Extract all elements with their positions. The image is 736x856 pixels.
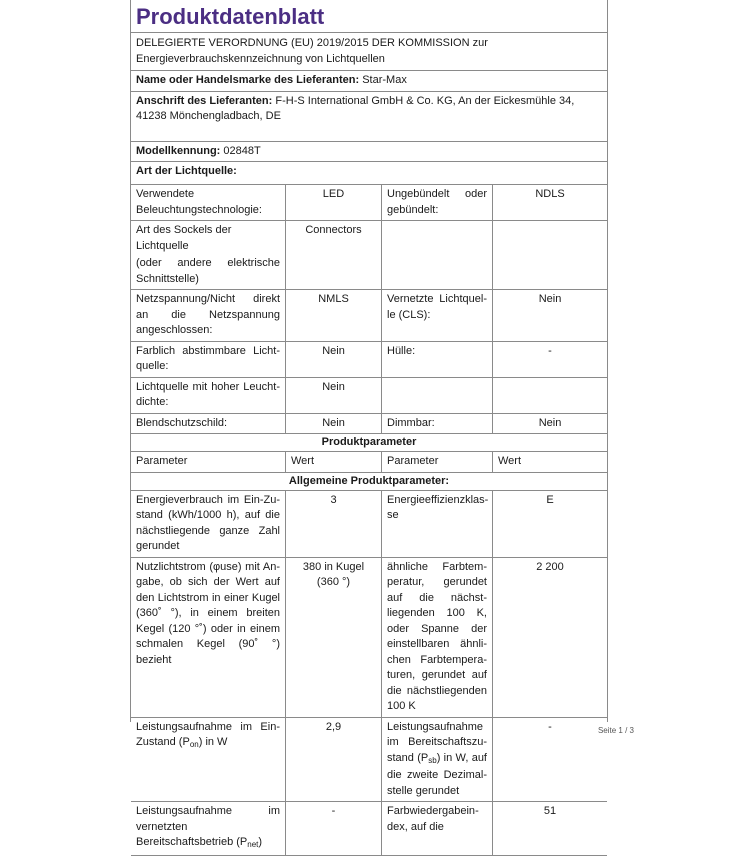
param-label: Netzspannung/Nicht direkt an die Netzspannung angeschlossen: (131, 290, 286, 341)
light-source-type-heading: Art der Lichtquelle: (131, 162, 607, 185)
general-parameters-heading: Allgemeine Produktparameter: (131, 473, 607, 491)
address-label: Anschrift des Lieferanten: (136, 94, 273, 107)
column-header-row (131, 452, 607, 473)
param-label (131, 802, 286, 855)
param-value: LED (286, 185, 382, 220)
page-title: Produktdatenblatt (136, 4, 325, 29)
column-header: Parameter (131, 452, 286, 472)
param-label (131, 718, 286, 802)
param-label: Lichtquelle mit hoher Leuchtdichte: (131, 378, 286, 413)
type-row (131, 342, 607, 378)
label-subscript: on (189, 740, 199, 749)
model-label: Modellkennung: (136, 144, 221, 157)
type-row (131, 378, 607, 414)
param-label: Nutzlichtstrom (φuse) mit Angabe, ob sich der Wert auf den Lichtstrom in einer Kugel (360˚ °), in einem breiten Kegel (120 °˚) oder in einem schmalen Kegel (90˚ °) bezieht (131, 558, 286, 717)
type-row (131, 185, 607, 221)
label-text: ) in W, auf die zweite Dezimalstelle gerundet (387, 751, 487, 797)
page-number: Seite 1 / 3 (597, 726, 634, 735)
model-row (131, 142, 607, 163)
type-row (131, 221, 607, 290)
param-label: Blendschutzschild: (131, 414, 286, 434)
address-value: F-H-S International GmbH & Co. KG, An der Eickesmühle 34, 41238 Mönchengladbach, DE (136, 94, 575, 122)
param-value: - (548, 720, 552, 733)
param-value (493, 221, 607, 289)
param-label: Energieeffizienzklasse (382, 491, 493, 557)
param-value: Nein (286, 342, 382, 377)
datasheet-table (130, 0, 608, 849)
supplier-value: Star-Max (362, 74, 407, 86)
param-label: Farbwiedergabeindex, auf die (382, 802, 493, 855)
param-value: Nein (538, 416, 562, 429)
label-text: ) (258, 836, 263, 848)
param-value: Nein (286, 378, 382, 413)
supplier-row (131, 71, 607, 92)
param-value: Nein (538, 293, 562, 305)
param-label: ähnliche Farbtemperatur, gerundet auf die nächstliegenden 100 K, oder Spanne der einstellbaren ähnlichen Farbtemperaturen, gerundet auf die nächstliegenden 100 K (382, 558, 493, 717)
label-text: ) in W (198, 736, 228, 748)
general-row (131, 802, 607, 856)
label-subscript: net (247, 840, 259, 849)
param-label: Hülle: (382, 342, 493, 377)
label-text: Leistungsaufnahme im Bereitschaftszustand (P (387, 720, 487, 764)
param-value: 380 in Kugel (360 °) (286, 558, 382, 717)
param-label-cell (131, 221, 286, 289)
param-value (493, 378, 607, 413)
param-value: 2 200 (536, 560, 564, 573)
param-label: Ungebündelt oder gebündelt: (382, 185, 493, 220)
supplier-label: Name oder Handelsmarke des Lieferanten: (136, 74, 360, 86)
type-row (131, 414, 607, 435)
param-value: - (286, 802, 382, 855)
param-value: Nein (286, 414, 382, 434)
address-row (131, 92, 607, 142)
param-label: Farblich abstimmbare Lichtquelle: (131, 342, 286, 377)
param-value: Connectors (286, 221, 382, 289)
param-label (382, 378, 493, 413)
general-row (131, 558, 607, 718)
label-text: Leistungsaufnahme im vernetzten Bereitschaftsbetrieb (P (136, 805, 280, 848)
column-header: Parameter (382, 452, 493, 472)
param-label (382, 221, 493, 289)
label-subscript: sb (428, 755, 437, 765)
model-value: 02848T (223, 144, 261, 157)
param-label: Dimmbar: (382, 414, 493, 434)
regulation-intro: DELEGIERTE VERORDNUNG (EU) 2019/2015 DER KOMMISSION zur Energieverbrauchskennzeichnung von Lichtquellen (131, 33, 607, 71)
param-value: NDLS (535, 188, 565, 200)
type-row (131, 290, 607, 342)
param-label-note: (oder andere elektrische Schnittstelle) (136, 257, 280, 285)
param-label: Vernetzte Lichtquelle (CLS): (382, 290, 493, 341)
param-value: 51 (543, 805, 557, 817)
param-label: Verwendete Beleuchtungstechnologie: (131, 185, 286, 220)
column-header: Wert (286, 452, 382, 472)
param-value: - (548, 344, 552, 357)
param-label: Art des Sockels der Lichtquelle (136, 224, 232, 252)
param-value: NMLS (286, 290, 382, 341)
general-row (131, 491, 607, 558)
param-value: 2,9 (286, 718, 382, 802)
param-label (382, 718, 493, 802)
title-row (131, 0, 607, 33)
param-value: 3 (286, 491, 382, 557)
param-value: E (546, 493, 554, 506)
product-parameters-heading: Produktparameter (131, 434, 607, 452)
label-text: Leistungsaufnahme im Ein-Zustand (P (136, 720, 280, 748)
general-row (131, 718, 607, 803)
param-label: Energieverbrauch im Ein-Zustand (kWh/1000 h), auf die nächstliegende ganze Zahl gerundet (131, 491, 286, 557)
column-header: Wert (498, 455, 522, 467)
